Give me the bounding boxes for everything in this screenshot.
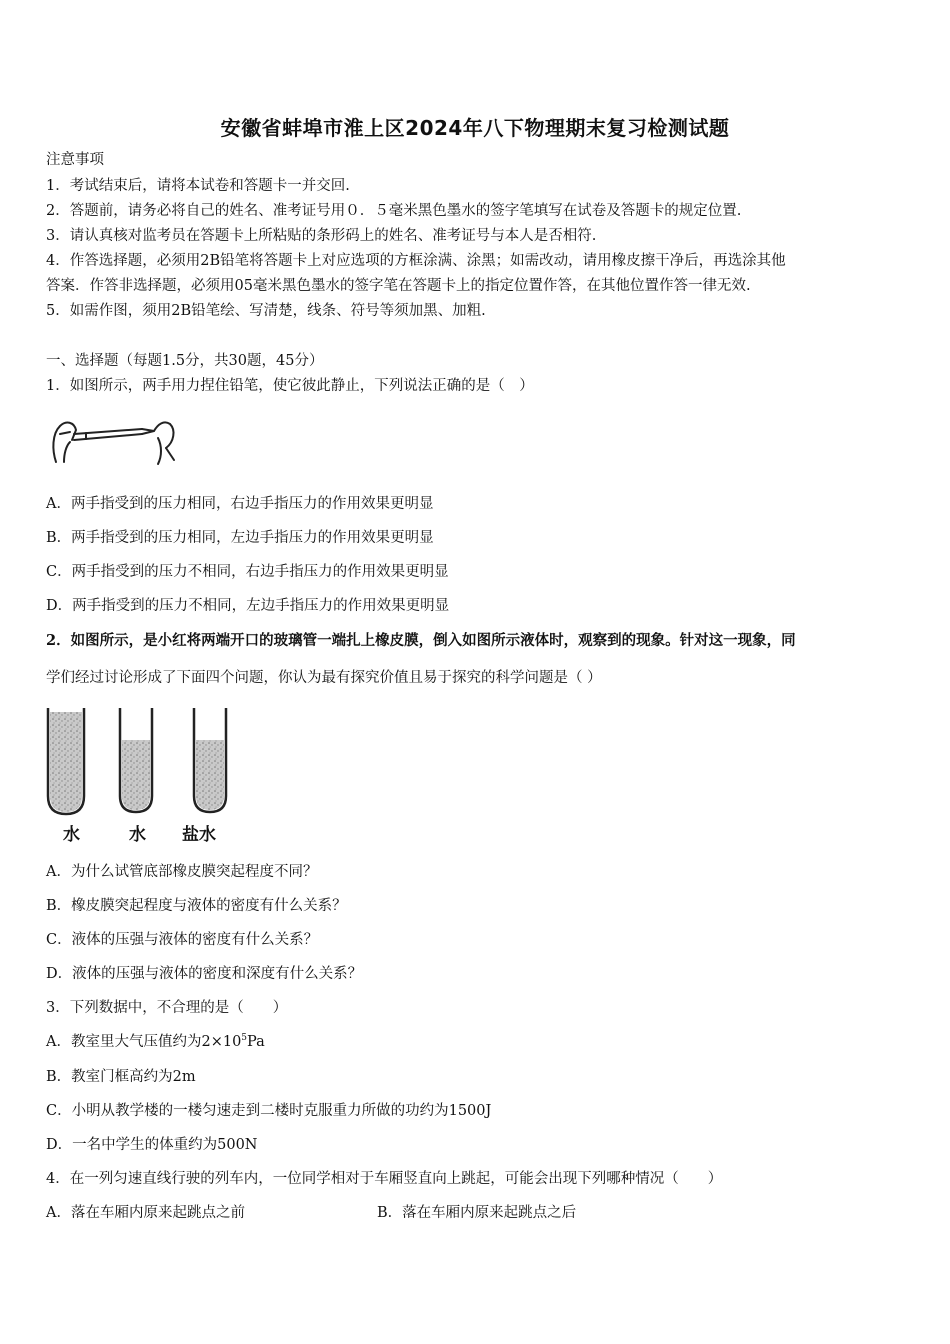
page-title: 安徽省蚌埠市淮上区2024年八下物理期末复习检测试题 bbox=[220, 116, 730, 140]
notice-item-4: 4．作答选择题，必须用2B铅笔将答题卡上对应选项的方框涂满、涂黑；如需改动，请用橡皮擦干净后，再选涂其他 bbox=[46, 253, 786, 269]
q2-option-a: A．为什么试管底部橡皮膜突起程度不同？ bbox=[46, 864, 318, 880]
q1-option-b: B．两手指受到的压力相同，左边手指压力的作用效果更明显 bbox=[46, 530, 434, 546]
tube-label-1: 水 bbox=[63, 825, 80, 845]
q2-stem-line1: 2．如图所示，是小红将两端开口的玻璃管一端扎上橡皮膜，倒入如图所示液体时，观察到的现象。针对这一现象，同 bbox=[46, 632, 796, 649]
q3-option-a-exponent: 5 bbox=[241, 1033, 248, 1044]
notice-item-3: 3．请认真核对监考员在答题卡上所粘贴的条形码上的姓名、准考证号与本人是否相符. bbox=[46, 228, 597, 244]
test-tubes-figure bbox=[40, 706, 240, 818]
q3-option-a-suffix: Pa bbox=[247, 1034, 265, 1050]
q4-stem: 4．在一列匀速直线行驶的列车内，一位同学相对于车厢竖直向上跳起，可能会出现下列哪种情况（ ） bbox=[46, 1171, 723, 1187]
notice-heading: 注意事项 bbox=[46, 152, 104, 168]
tube-label-3: 盐水 bbox=[182, 825, 216, 845]
q2-option-b: B．橡皮膜突起程度与液体的密度有什么关系？ bbox=[46, 898, 347, 914]
q2-option-c: C．液体的压强与液体的密度有什么关系？ bbox=[46, 932, 319, 948]
q3-stem: 3．下列数据中，不合理的是（ ） bbox=[46, 1000, 288, 1016]
notice-item-5: 5．如需作图，须用2B铅笔绘、写清楚，线条、符号等须加黑、加粗. bbox=[46, 303, 486, 319]
q3-option-c: C．小明从教学楼的一楼匀速走到二楼时克服重力所做的功约为1500J bbox=[46, 1103, 492, 1119]
pencil-figure bbox=[46, 412, 186, 468]
q2-stem-line2: 学们经过讨论形成了下面四个问题，你认为最有探究价值且易于探究的科学问题是（ ） bbox=[46, 670, 602, 686]
q1-option-c: C．两手指受到的压力不相同，右边手指压力的作用效果更明显 bbox=[46, 564, 449, 580]
q3-option-a-prefix: A．教室里大气压值约为2×10 bbox=[46, 1034, 242, 1050]
notice-item-1: 1．考试结束后，请将本试卷和答题卡一并交回. bbox=[46, 178, 350, 194]
q3-option-b: B．教室门框高约为2m bbox=[46, 1069, 196, 1085]
q3-option-a bbox=[46, 1032, 265, 1052]
q1-option-d: D．两手指受到的压力不相同，左边手指压力的作用效果更明显 bbox=[46, 598, 450, 614]
q4-option-b: B．落在车厢内原来起跳点之后 bbox=[377, 1205, 577, 1221]
notice-item-4-cont: 答案．作答非选择题，必须用05毫米黑色墨水的签字笔在答题卡上的指定位置作答，在其他位置作答一律无效. bbox=[46, 278, 751, 294]
q3-option-d: D．一名中学生的体重约为500N bbox=[46, 1137, 258, 1153]
q4-option-a: A．落在车厢内原来起跳点之前 bbox=[46, 1205, 245, 1221]
notice-item-2: 2．答题前，请务必将自己的姓名、准考证号用０．５毫米黑色墨水的签字笔填写在试卷及答题卡的规定位置. bbox=[46, 203, 742, 219]
q1-option-a: A．两手指受到的压力相同，右边手指压力的作用效果更明显 bbox=[46, 496, 434, 512]
q2-option-d: D．液体的压强与液体的密度和深度有什么关系？ bbox=[46, 966, 363, 982]
tube-label-2: 水 bbox=[129, 825, 146, 845]
q1-stem: 1．如图所示，两手用力捏住铅笔，使它彼此静止，下列说法正确的是（ ） bbox=[46, 378, 534, 394]
section-heading: 一、选择题（每题1.5分，共30题，45分） bbox=[46, 353, 324, 369]
